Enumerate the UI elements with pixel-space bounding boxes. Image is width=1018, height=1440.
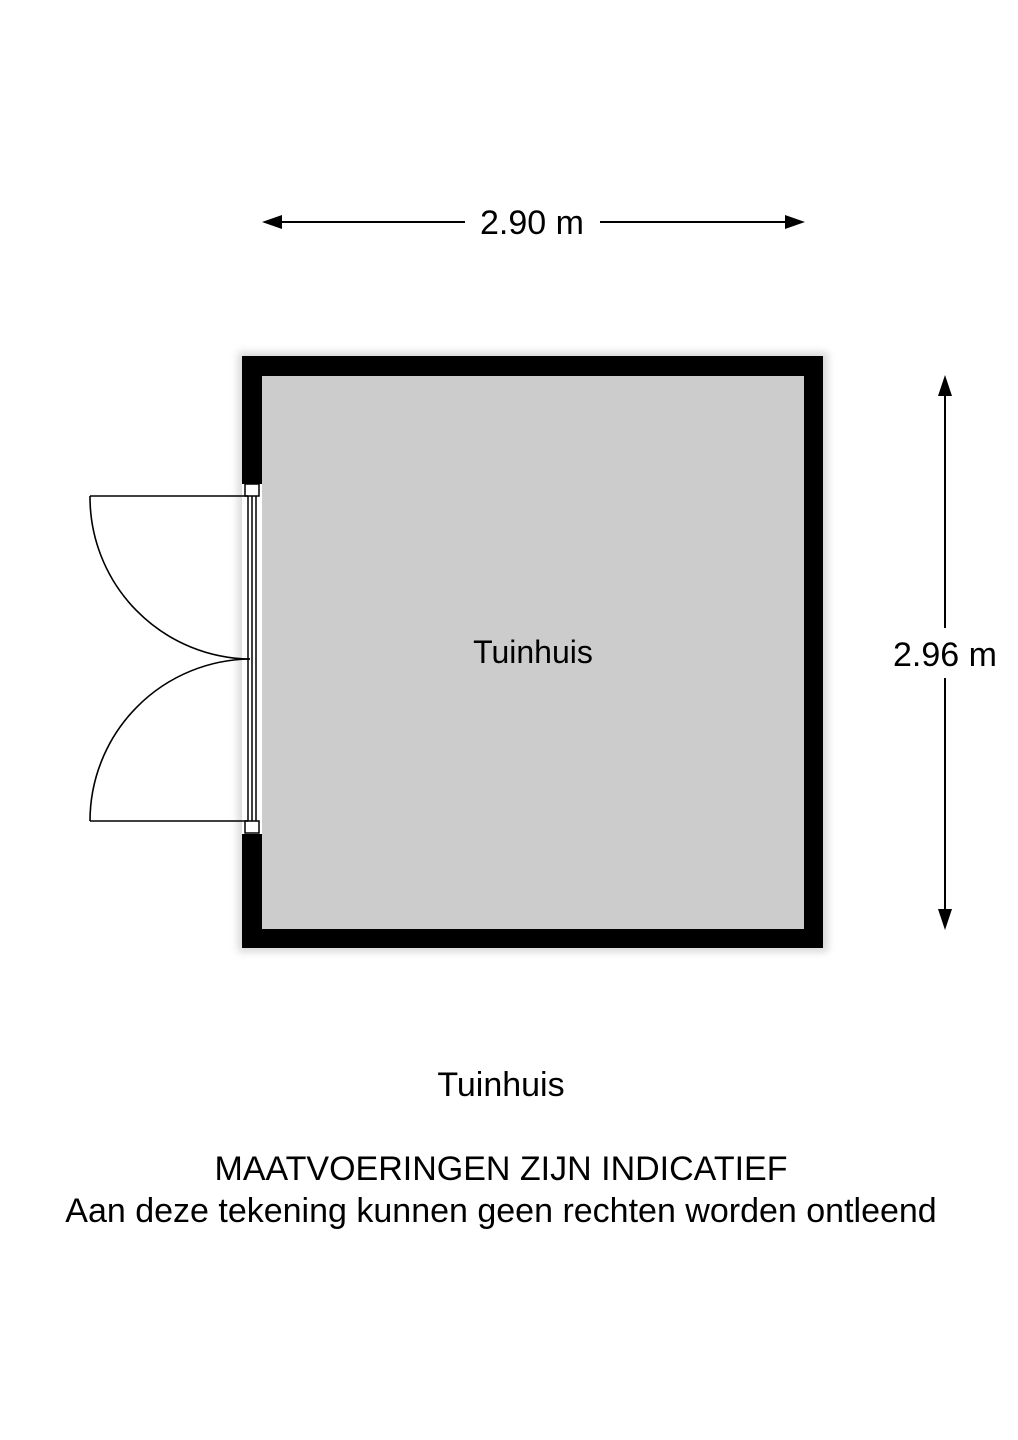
door-frame-bottom xyxy=(245,821,259,833)
door-frame-top xyxy=(245,484,259,496)
door-leaf-upper xyxy=(90,496,250,659)
disclaimer-heading: MAATVOERINGEN ZIJN INDICATIEF xyxy=(214,1150,788,1188)
door-leaf-lower xyxy=(90,659,250,821)
arrow-right-icon xyxy=(785,215,805,229)
width-dimension-label: 2.90 m xyxy=(480,204,584,242)
depth-dimension-label: 2.96 m xyxy=(893,636,997,674)
plan-title: Tuinhuis xyxy=(437,1066,565,1104)
room-label: Tuinhuis xyxy=(473,634,593,670)
disclaimer-note: Aan deze tekening kunnen geen rechten worden ontleend xyxy=(65,1192,937,1230)
arrow-up-icon xyxy=(938,375,952,396)
arrow-down-icon xyxy=(938,909,952,930)
arrow-left-icon xyxy=(262,215,282,229)
